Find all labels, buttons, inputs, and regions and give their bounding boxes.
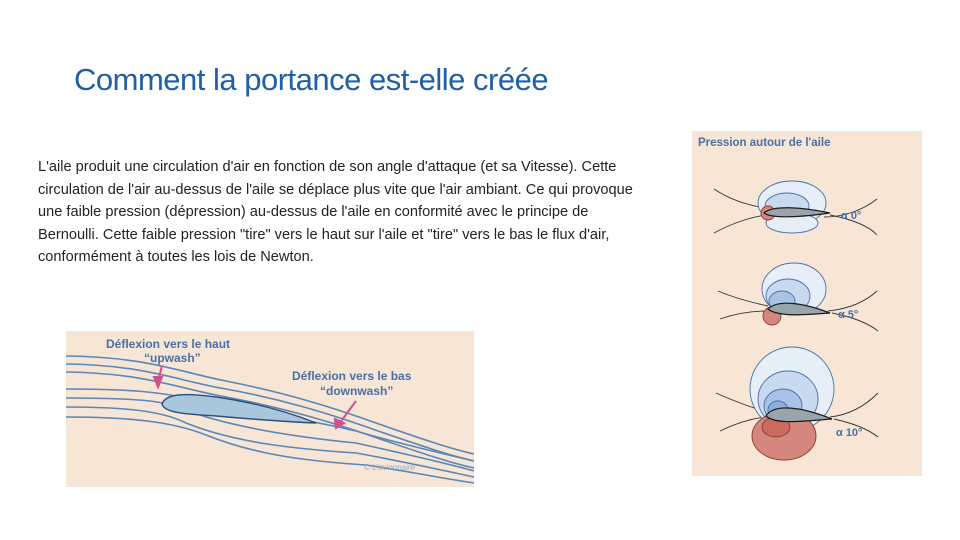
upwash-arrowhead <box>154 377 162 387</box>
upwash-subtitle: “upwash” <box>144 351 201 365</box>
deflection-diagram <box>66 331 474 487</box>
slide-title: Comment la portance est-elle créée <box>74 62 549 97</box>
slide-body-text: L'aile produit une circulation d'air en fonction de son angle d'attaque (et sa Vitesse). Cette circulation de l'air au-dessus de l'aile se déplace plus vite que l'air ambiant. Ce qui provoque une faible pression (dépression) au-dessus de l'aile en conformité avec le principe de Bernoulli. Cette faible pression "tire" vers le haut sur l'aile et "tire" vers le bas le flux d'air, conformément à toutes les lois de Newton. <box>38 159 633 266</box>
pressure-row-0deg <box>714 181 877 235</box>
angle-label-10: α 10° <box>836 427 863 439</box>
figure-credit: © L'avionnaire <box>364 463 416 472</box>
pressure-row-10deg <box>716 347 878 460</box>
deflection-figure <box>66 331 474 487</box>
pressure-figure-title: Pression autour de l'aile <box>698 137 831 149</box>
upwash-title: Déflexion vers le haut <box>106 337 231 351</box>
pressure-diagram <box>692 131 922 476</box>
streamline-1 <box>66 356 474 454</box>
angle-label-0: α 0° <box>841 210 862 222</box>
angle-label-5: α 5° <box>838 309 859 321</box>
downwash-subtitle: “downwash” <box>320 384 394 398</box>
pressure-figure <box>692 131 922 476</box>
downwash-title: Déflexion vers le bas <box>292 369 412 383</box>
